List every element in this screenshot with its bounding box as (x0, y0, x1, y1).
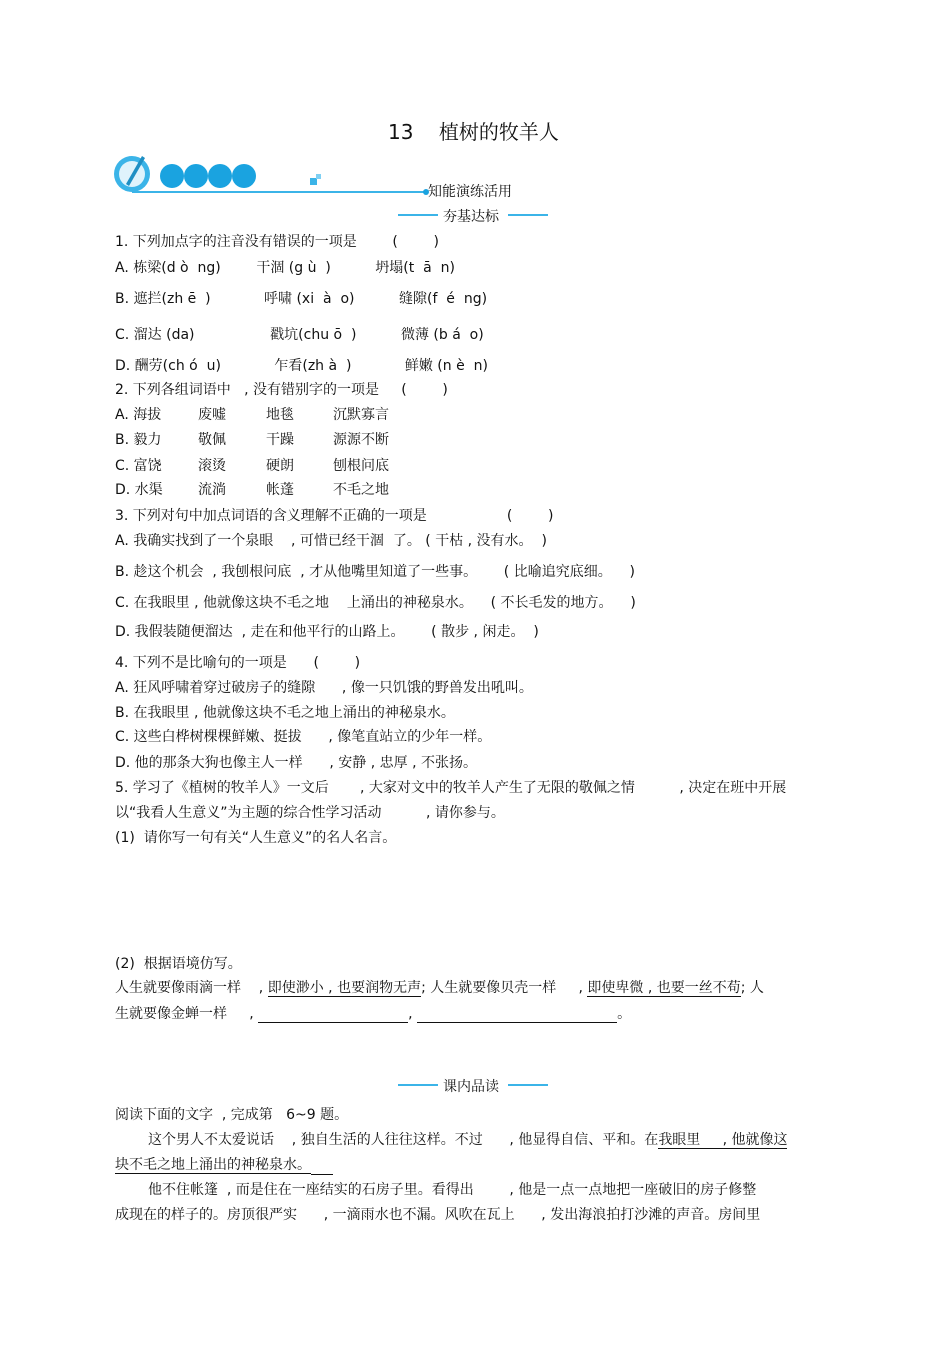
reading-paragraph-1-line-2 (115, 1156, 333, 1175)
example-answer-1: 即使渺小 , 也要润物无声 (267, 980, 422, 996)
question-5-sub-2: (2) 根据语境仿写。 (115, 956, 242, 972)
question-2-option-a-2: 废嘘 (198, 407, 226, 423)
question-2-option-c-2: 滚烫 (198, 458, 226, 474)
question-4-option-c: C. 这些白桦树棵棵鲜嫩、挺拔 , 像笔直站立的少年一样。 (115, 729, 492, 745)
reading-paragraph-2-line-2: 成现在的样子的。房顶很严实 , 一滴雨水也不漏。风吹在瓦上 , 发出海浪拍打沙滩的声音。房间里 (115, 1207, 761, 1223)
reading-paragraph-1-line-1: 这个男人不太爱说话 , 独自生活的人往往这样。不过 , 他显得自信、平和。在我眼里 , 他就像这 (148, 1132, 788, 1148)
question-2-option-d-1: D. 水渠 (115, 482, 163, 498)
answer-blank-2[interactable] (417, 1008, 617, 1023)
question-1-option-c: C. 溜达 (da) 戳坑(chu ō ) 微薄 (b á o) (115, 327, 484, 343)
imitation-line-1: 人生就要像雨滴一样 , 即使渺小 , 也要润物无声; 人生就要像贝壳一样 , 即使卑微 , 也要一丝不苟; 人 (115, 980, 764, 996)
section-heading: 夯基达标 (443, 209, 499, 225)
question-1-option-d: D. 酬劳(ch ó u) 乍看(zh à ) 鲜嫩 (n è n) (115, 358, 488, 374)
question-2-option-d-2: 流淌 (198, 482, 226, 498)
section-banner (112, 148, 432, 198)
underlined-sentence: 我眼里 , 他就像这 (658, 1132, 788, 1148)
question-2-option-b-4: 源源不断 (333, 432, 389, 448)
question-2-option-c-3: 硬朗 (266, 458, 294, 474)
question-4-option-a: A. 狂风呼啸着穿过破房子的缝隙 , 像一只饥饿的野兽发出吼叫。 (115, 680, 533, 696)
question-2-option-a-4: 沉默寡言 (333, 407, 389, 423)
imitation-line-2: 生就要像金蝉一样 , , 。 (115, 1006, 632, 1022)
question-2-option-d-4: 不毛之地 (333, 482, 389, 498)
question-1-option-b: B. 遮拦(zh ē ) 呼啸 (xi à o) 缝隙(f é ng) (115, 291, 488, 307)
reading-intro: 阅读下面的文字 , 完成第 6~9 题。 (115, 1107, 349, 1123)
question-4-option-b: B. 在我眼里 , 他就像这块不毛之地上涌出的神秘泉水。 (115, 705, 455, 721)
question-2-stem: 2. 下列各组词语中 , 没有错别字的一项是 ( ) (115, 382, 448, 398)
question-5-line-1: 5. 学习了《植树的牧羊人》一文后 , 大家对文中的牧羊人产生了无限的敬佩之情 , 决定在班中开展 (115, 780, 787, 796)
question-2-option-b-2: 敬佩 (198, 432, 226, 448)
banner-label: 知能演练活用 (428, 184, 512, 200)
question-2-option-b-1: B. 毅力 (115, 432, 162, 448)
question-3-option-b: B. 趁这个机会 , 我刨根问底 , 才从他嘴里知道了一些事。 ( 比喻追究底细。 ) (115, 564, 635, 580)
reading-paragraph-2-line-1: 他不住帐篷 , 而是住在一座结实的石房子里。看得出 , 他是一点一点地把一座破旧的房子修整 (148, 1182, 757, 1198)
question-1-option-a: A. 栋梁(d ò ng) 干涸 (g ù ) 坍塌(t ā n) (115, 260, 455, 276)
question-4-option-d: D. 他的那条大狗也像主人一样 , 安静 , 忠厚 , 不张扬。 (115, 755, 477, 771)
example-answer-2: 即使卑微 , 也要一丝不苟 (587, 980, 741, 996)
question-1-stem: 1. 下列加点字的注音没有错误的一项是 ( ) (115, 234, 439, 250)
section-heading-reading: 课内品读 (443, 1079, 499, 1095)
question-3-stem: 3. 下列对句中加点词语的含义理解不正确的一项是 ( ) (115, 508, 554, 524)
question-4-stem: 4. 下列不是比喻句的一项是 ( ) (115, 655, 361, 671)
page-title: 13 植树的牧羊人 (388, 120, 559, 144)
question-2-option-a-3: 地毯 (266, 407, 294, 423)
question-5-line-2: 以“我看人生意义”为主题的综合性学习活动 , 请你参与。 (115, 805, 505, 821)
question-2-option-c-1: C. 富饶 (115, 458, 162, 474)
underlined-sentence-cont: 块不毛之地上涌出的神秘泉水。 (115, 1157, 311, 1173)
question-5-sub-1: (1) 请你写一句有关“人生意义”的名人名言。 (115, 830, 397, 846)
question-2-option-b-3: 干躁 (266, 432, 294, 448)
answer-blank-1[interactable] (258, 1008, 408, 1023)
question-3-option-d: D. 我假装随便溜达 , 走在和他平行的山路上。 ( 散步 , 闲走。 ) (115, 624, 539, 640)
question-2-option-d-3: 帐蓬 (266, 482, 294, 498)
question-3-option-a: A. 我确实找到了一个泉眼 , 可惜已经干涸 了。 ( 干枯 , 没有水。 ) (115, 533, 547, 549)
question-2-option-a-1: A. 海拔 (115, 407, 162, 423)
question-2-option-c-4: 刨根问底 (333, 458, 389, 474)
question-3-option-c: C. 在我眼里 , 他就像这块不毛之地 上涌出的神秘泉水。 ( 不长毛发的地方。 ) (115, 595, 636, 611)
